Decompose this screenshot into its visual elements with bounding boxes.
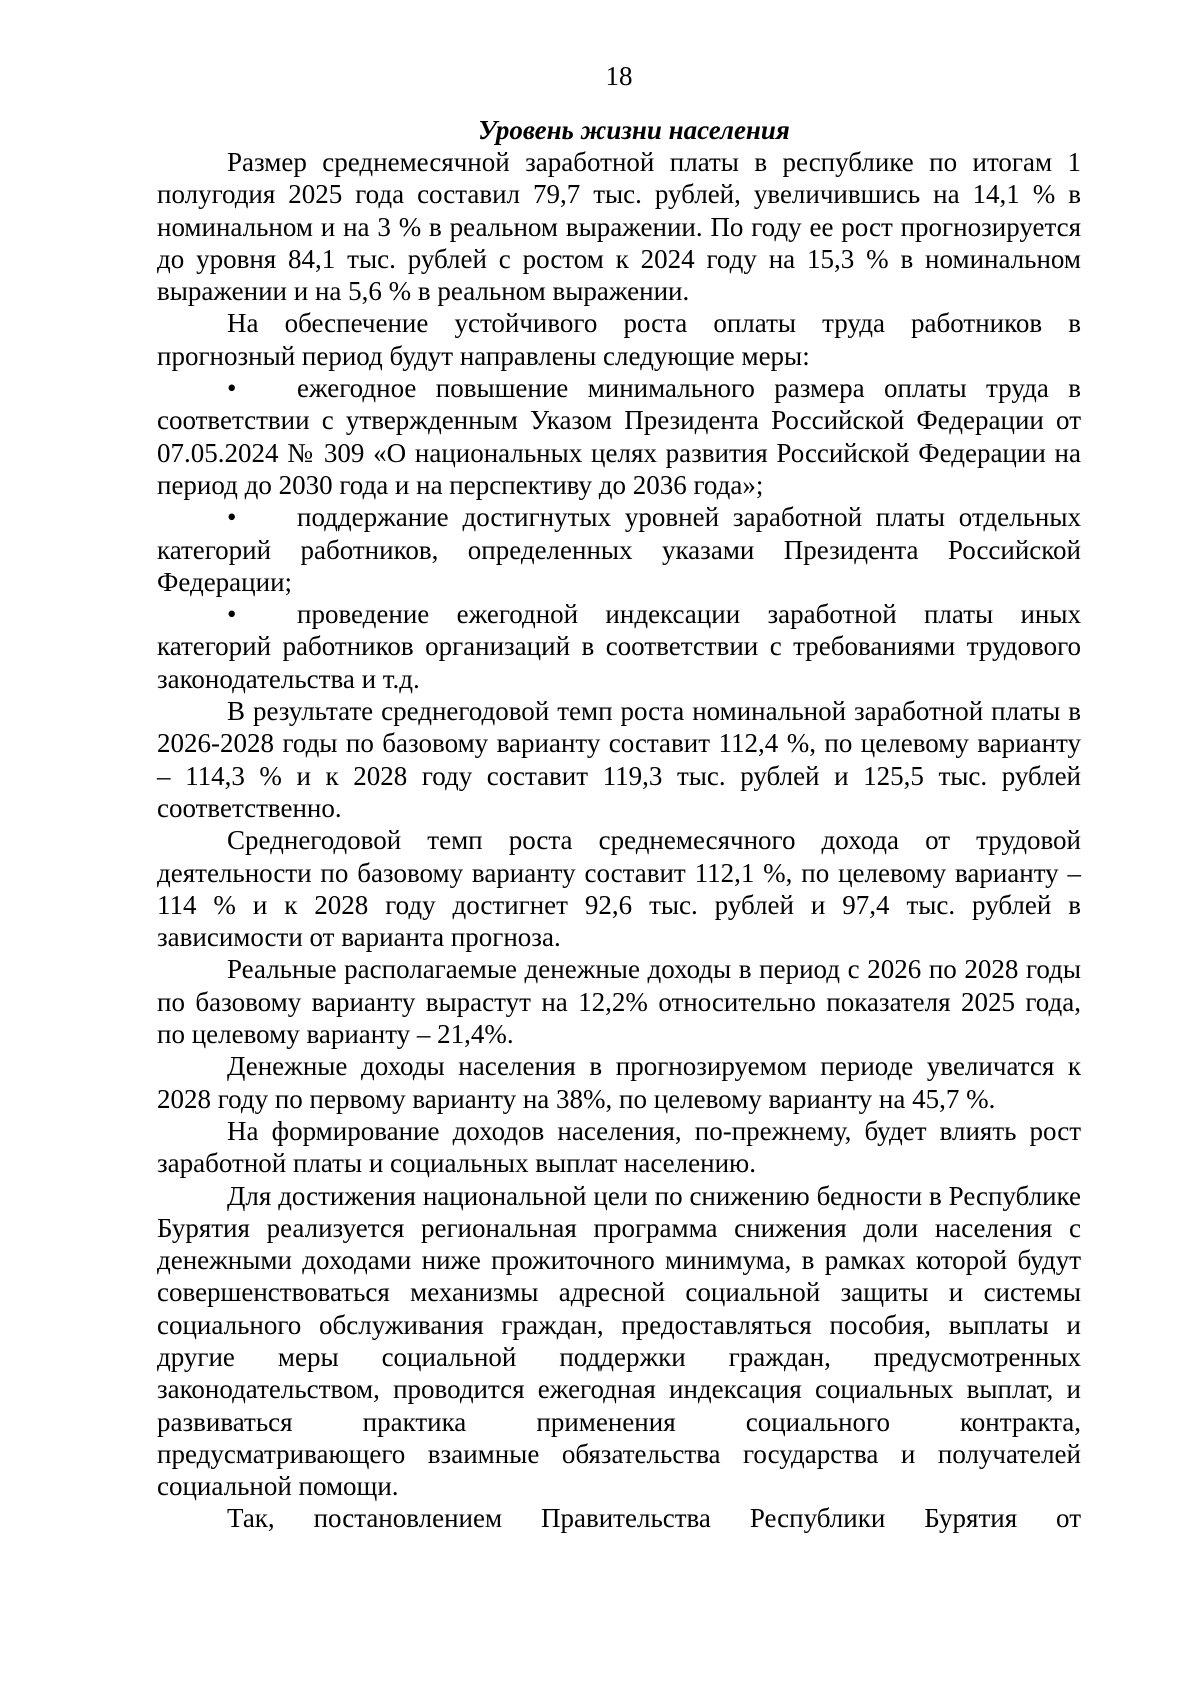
paragraph-labor-income: Среднегодовой темп роста среднемесячного дохода от трудовой деятельности по базовому варианту составит 112,1 %, по целевому варианту – 114 % и к 2028 году достигнет 92,6 тыс. рублей и 97,4 тыс. рублей в зависимости от варианта прогноза. — [157, 825, 1081, 953]
bullet-item-indexation — [157, 598, 1081, 695]
paragraph-wage-growth: В результате среднегодовой темп роста номинальной заработной платы в 2026-2028 годы по базовому варианту составит 112,4 %, по целевому варианту – 114,3 % и к 2028 году составит 119,3 тыс. рублей и 125,5 тыс. рублей соответственно. — [157, 696, 1081, 823]
bullet-icon: • — [227, 599, 237, 630]
bullet-text: ежегодное повышение минимального размера оплаты труда в соответствии с утвержденным Указом Президента Российской Федерации от 07.05.2024 № 309 «О национальных целях развития Российской Федерации на период до 2030 года и на перспективу до 2036 года»; — [157, 373, 1081, 500]
paragraph-salary: Размер среднемесячной заработной платы в республике по итогам 1 полугодия 2025 года составил 79,7 тыс. рублей, увеличившись на 14,1 % в номинальном и на 3 % в реальном выражении. По году ее рост прогнозируется до уровня 84,1 тыс. рублей с ростом к 2024 году на 15,3 % в номинальном выражении и на 5,6 % в реальном выражении. — [157, 147, 1081, 307]
page-number: 18 — [605, 61, 633, 91]
paragraph-poverty-program: Для достижения национальной цели по снижению бедности в Республике Бурятия реализуется региональная программа снижения доли населения с денежными доходами ниже прожиточного минимума, в рамках которой будут совершенствоваться механизмы адресной социальной защиты и системы социального обслуживания граждан, предоставляться пособия, выплаты и другие меры социальной поддержки граждан, предусмотренных законодательством, проводится ежегодная индексация социальных выплат, и развиваться практика применения социального контракта, предусматривающего взаимные обязательства государства и получателей социальной помощи. — [157, 1180, 1081, 1502]
paragraph-money-income: Денежные доходы населения в прогнозируемом периоде увеличатся к 2028 году по первому варианту на 38%, по целевому варианту на 45,7 %. — [157, 1051, 1081, 1114]
bullet-text: проведение ежегодной индексации заработной платы иных категорий работников организаций в соответствии с требованиями трудового законодательства и т.д. — [157, 599, 1081, 694]
paragraph-measures-intro: На обеспечение устойчивого роста оплаты труда работников в прогнозный период будут направлены следующие меры: — [157, 308, 1081, 371]
document-page — [157, 60, 1081, 1535]
section-heading: Уровень жизни населения — [478, 115, 790, 145]
bullet-item-minimum-wage — [157, 372, 1081, 501]
bullet-item-wage-levels — [157, 501, 1081, 598]
paragraph-real-income: Реальные располагаемые денежные доходы в период с 2026 по 2028 годы по базовому варианту вырастут на 12,2% относительно показателя 2025 года, по целевому варианту – 21,4%. — [157, 954, 1081, 1050]
paragraph-government-decree: Так, постановлением Правительства Республики Бурятия от — [227, 1503, 1081, 1534]
bullet-text: поддержание достигнутых уровней заработной платы отдельных категорий работников, определенных указами Президента Российской Федерации; — [157, 502, 1081, 597]
bullet-icon: • — [227, 373, 237, 404]
paragraph-income-formation: На формирование доходов населения, по-прежнему, будет влиять рост заработной платы и социальных выплат населению. — [157, 1115, 1081, 1179]
bullet-icon: • — [227, 502, 237, 533]
